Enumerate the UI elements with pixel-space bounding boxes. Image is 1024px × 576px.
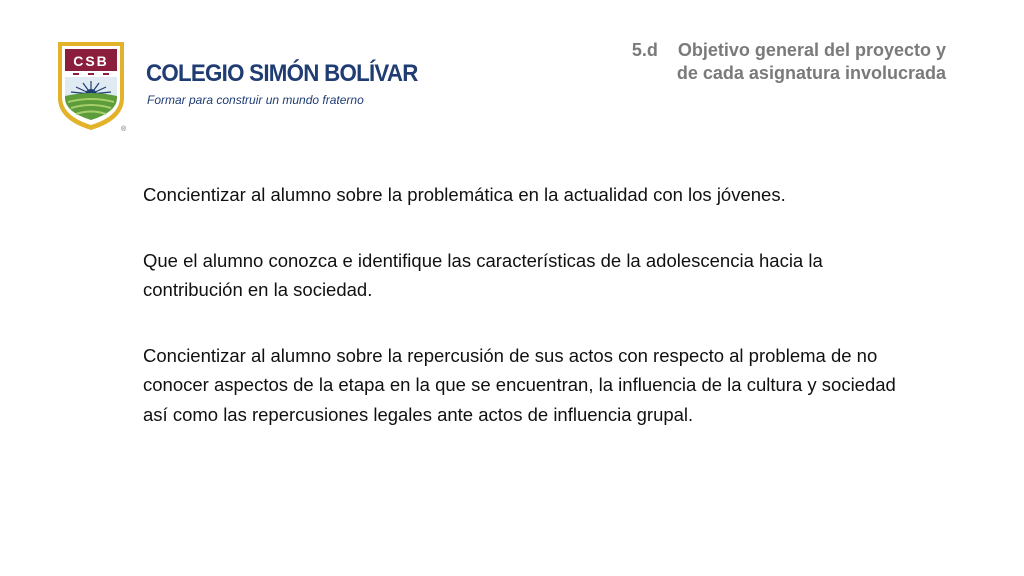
slide-body [143,180,923,465]
section-number: 5.d [631,40,658,60]
objective-paragraph: Concientizar al alumno sobre la repercusión de sus actos con respecto al problema de no conocer aspectos de la etapa en la que se encuentran, la influencia de la cultura y sociedad así como las repercusiones legales ante actos de influencia grupal. [143,344,896,425]
objective-paragraph: Concientizar al alumno sobre la problemática en la actualidad con los jóvenes. [143,184,786,205]
school-shield-logo [56,40,126,132]
school-name: COLEGIO SIMÓN BOLÍVAR [146,60,418,87]
school-motto: Formar para construir un mundo fraterno [147,93,364,107]
title-line-1: Objetivo general del proyecto y [677,40,946,60]
logo-initials: CSB [73,53,109,69]
registered-mark: ® [121,126,127,133]
objective-paragraph: Que el alumno conozca e identifique las características de la adolescencia hacia la contribución en la sociedad. [143,249,823,300]
title-line-2: de cada asignatura involucrada [676,63,946,83]
slide-title [526,39,946,85]
